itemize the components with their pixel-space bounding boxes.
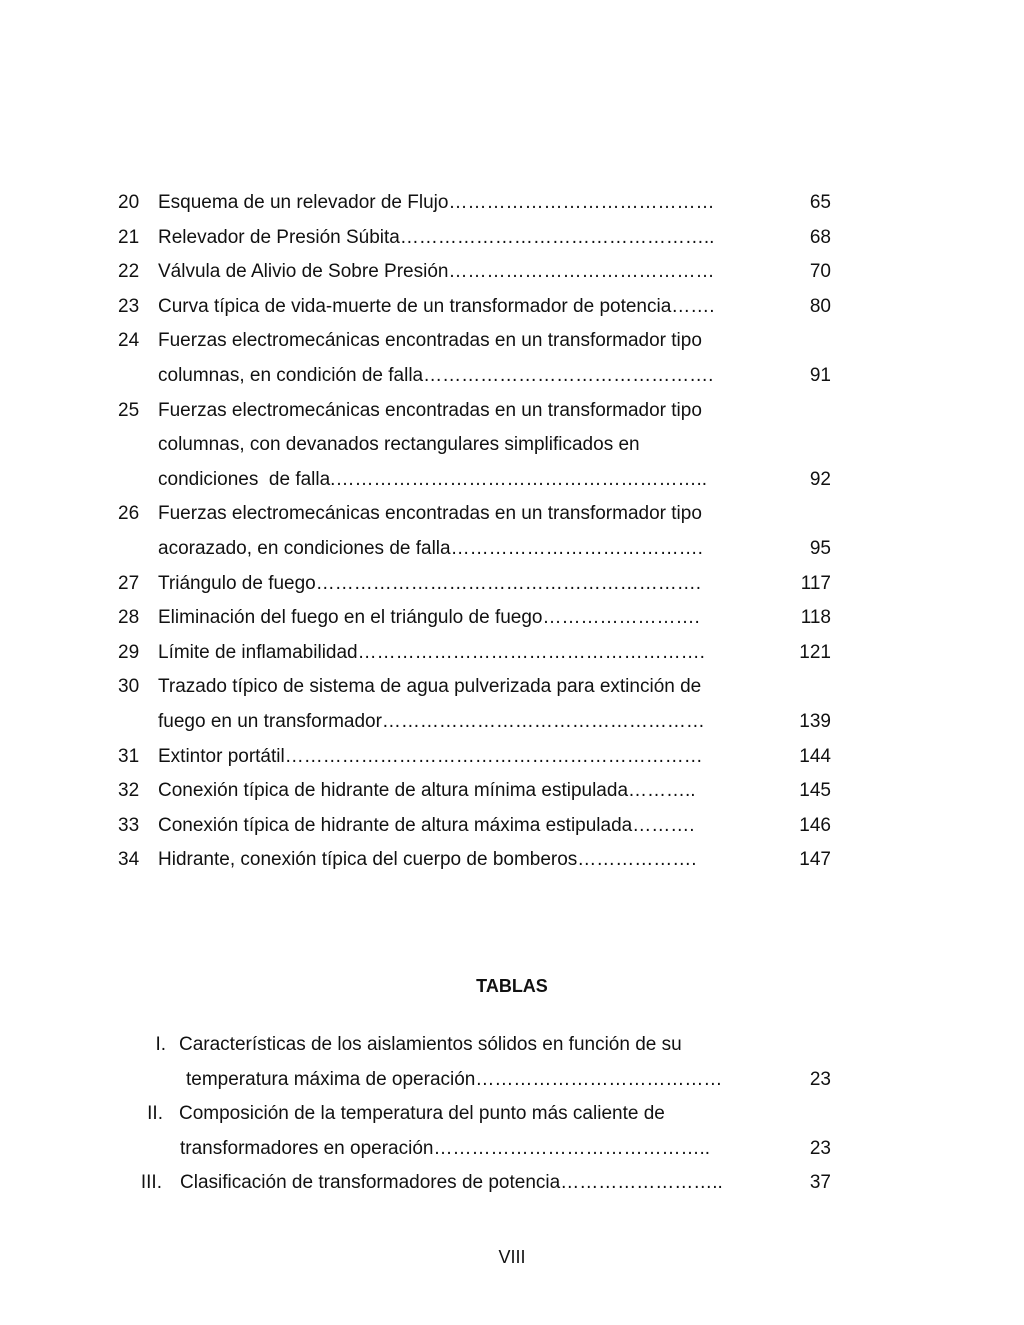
table-title-line: temperatura máxima de operación………………………………… <box>186 1068 723 1090</box>
figure-number: 24 <box>118 330 140 352</box>
table-title-line: transformadores en operación…………………………………….. <box>180 1137 711 1159</box>
figure-number: 32 <box>118 780 140 802</box>
table-number: III. <box>140 1172 162 1194</box>
figure-page: 118 <box>800 607 831 629</box>
figure-number: 23 <box>118 295 140 317</box>
tables-heading: TABLAS <box>476 976 548 996</box>
figure-page: 147 <box>799 849 831 871</box>
figure-number: 29 <box>118 641 140 663</box>
figure-title-line: Curva típica de vida-muerte de un transformador de potencia……. <box>158 295 715 317</box>
figure-number: 34 <box>118 849 140 871</box>
figure-title-line: Fuerzas electromecánicas encontradas en un transformador tipo <box>158 399 702 421</box>
figure-page: 92 <box>809 468 831 490</box>
figure-title-line: columnas, en condición de falla………………………………………. <box>158 365 714 386</box>
figure-page: 139 <box>799 711 831 732</box>
figure-number: 28 <box>118 607 140 629</box>
figure-number: 25 <box>118 399 140 421</box>
table-number: I. <box>155 1034 166 1055</box>
figure-number: 20 <box>118 192 140 213</box>
figure-page: 121 <box>799 641 831 663</box>
figure-title-line: Esquema de un relevador de Flujo…………………………………… <box>158 192 715 213</box>
figure-number: 33 <box>118 814 140 836</box>
figure-title-line: Eliminación del fuego en el triángulo de fuego……………………. <box>158 607 700 629</box>
figure-title-line: Triángulo de fuego……………………………………………………. <box>158 572 702 594</box>
figure-number: 30 <box>118 676 140 698</box>
figure-title-line: Relevador de Presión Súbita………………………………………….. <box>158 226 715 248</box>
figure-number: 22 <box>118 261 140 283</box>
table-page: 37 <box>809 1172 831 1194</box>
figure-title-line: Válvula de Alivio de Sobre Presión…………………………………… <box>158 261 715 283</box>
figure-page: 68 <box>809 226 831 248</box>
figure-number: 21 <box>118 226 140 248</box>
figure-page: 95 <box>809 538 831 559</box>
table-page: 23 <box>809 1137 831 1159</box>
figure-page: 91 <box>809 365 831 386</box>
table-title-line: Composición de la temperatura del punto más caliente de <box>179 1103 665 1125</box>
figure-title-line: Conexión típica de hidrante de altura máxima estipulada………. <box>158 814 695 836</box>
figure-title-line: columnas, con devanados rectangulares simplificados en <box>158 434 640 456</box>
figure-number: 27 <box>118 572 140 594</box>
figure-number: 31 <box>118 745 140 767</box>
figure-page: 117 <box>800 572 831 594</box>
figure-page: 144 <box>799 745 831 767</box>
figure-title-line: Trazado típico de sistema de agua pulverizada para extinción de <box>158 676 702 698</box>
figure-page: 146 <box>799 814 831 836</box>
table-number: II. <box>147 1103 163 1125</box>
figure-page: 80 <box>809 295 831 317</box>
figure-page: 70 <box>809 261 831 283</box>
table-title-line: Características de los aislamientos sólidos en función de su <box>179 1034 682 1055</box>
figure-number: 26 <box>118 503 140 525</box>
page-number: VIII <box>498 1247 526 1267</box>
figure-title-line: Fuerzas electromecánicas encontradas en un transformador tipo <box>158 330 702 352</box>
figure-page: 65 <box>809 192 831 213</box>
figure-title-line: Conexión típica de hidrante de altura mínima estipulada……….. <box>158 780 696 802</box>
figure-title-line: Límite de inflamabilidad………………………………………………. <box>158 641 705 663</box>
figure-title-line: Hidrante, conexión típica del cuerpo de bomberos………………. <box>158 849 697 871</box>
figure-title-line: condiciones de falla.………………………………………………….. <box>158 468 708 490</box>
table-title-line: Clasificación de transformadores de potencia…………………….. <box>180 1172 723 1194</box>
table-page: 23 <box>809 1068 831 1090</box>
figure-title-line: fuego en un transformador…………………………………………… <box>158 711 705 732</box>
figure-title-line: Fuerzas electromecánicas encontradas en un transformador tipo <box>158 503 702 525</box>
figure-page: 145 <box>799 780 831 802</box>
figure-title-line: acorazado, en condiciones de falla…………………………………. <box>158 538 703 559</box>
figure-title-line: Extintor portátil………………………………………………………… <box>158 745 703 767</box>
